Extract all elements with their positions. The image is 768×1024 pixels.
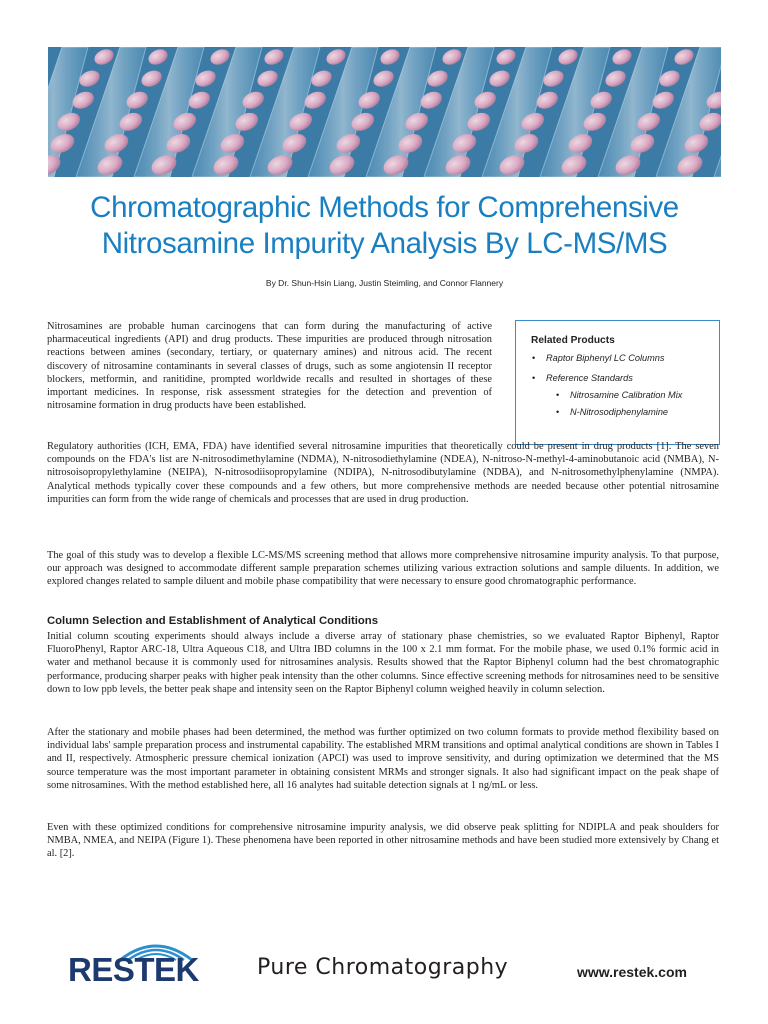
header-banner-image	[48, 47, 721, 177]
pill-tray-illustration	[48, 47, 721, 177]
related-product-sublink[interactable]: • Nitrosamine Calibration Mix	[570, 390, 682, 400]
footer-website-link[interactable]: www.restek.com	[577, 964, 687, 980]
peak-splitting-paragraph: Even with these optimized conditions for comprehensive nitrosamine impurity analysis, we did observe peak splitting for NDIPLA and peak shoulders for NMBA, NMEA, and NEIPA (Figure 1). These phenomena have been reported in other nitrosamine methods and have been studied more extensively by Chang et al. [2].	[47, 822, 719, 860]
related-product-sublink[interactable]: • N-Nitrosodiphenylamine	[570, 407, 668, 417]
related-product-link[interactable]: • Raptor Biphenyl LC Columns	[546, 353, 664, 363]
author-byline: By Dr. Shun-Hsin Liang, Justin Steimling, and Connor Flannery	[265, 278, 504, 288]
column-scouting-paragraph: Initial column scouting experiments should always include a diverse array of stationary phase chemistries, so we evaluated Raptor Biphenyl, Raptor FluoroPhenyl, Raptor ARC-18, Ultra Aqueous C18, and Ultra IBD columns in the 100 x 2.1 mm format. For the mobile phase, we used 0.1% formic acid in water and methanol because it is commonly used for nitrosamines analysis. Results showed that the Raptor Biphenyl column had the best chromatographic performance, producing sharper peaks with higher peak intensity than the other columns. Since effective screening methods for nitrosamines need to be sensitive down to low ppb levels, the better peak shape and intensity seen on the Raptor Biphenyl column weighed heavily in column selection.	[47, 631, 719, 695]
related-products-box	[515, 320, 720, 445]
footer-tagline: Pure Chromatography	[257, 955, 509, 980]
restek-logo	[68, 938, 208, 990]
logo-wordmark: RESTEK	[68, 951, 199, 988]
title-line-2: Nitrosamine Impurity Analysis By LC-MS/MS	[101, 227, 668, 260]
intro-paragraph: Nitrosamines are probable human carcinogens that can form during the manufacturing of active pharmaceutical ingredients (API) and drug products. These impurities are produced through nitrosation reactions between amines (secondary, tertiary, or quaternary amines) and nitrous acid. The recent discovery of nitrosamine contaminants in several classes of drugs, such as some angiotensin II receptor blockers, metformin, and ranitidine, prompted worldwide recalls and resulted in shortages of these important medicines. In response, risk assessment strategies for the detection and prevention of nitrosamine formation in drug products have been established.	[47, 321, 492, 412]
document-title	[48, 190, 721, 262]
title-line-1: Chromatographic Methods for Comprehensive	[90, 191, 679, 224]
related-product-link[interactable]: • Reference Standards	[546, 373, 633, 383]
method-optimization-paragraph: After the stationary and mobile phases had been determined, the method was further optimized on two column formats to provide method flexibility based on individual labs' sample preparation process and instrumental capability. The established MRM transitions and optimal analytical conditions are shown in Tables I and II, respectively. Atmospheric pressure chemical ionization (APCI) was used to improve sensitivity, and during optimization we determined that the MS source temperature was the most important parameter in obtaining consistent MRMs and stronger signals. It also had significant impact on the peak shape of some nitrosamines. With the method established here, all 16 analytes had suitable detection signals at 1 ng/mL or less.	[47, 727, 719, 791]
regulatory-paragraph: Regulatory authorities (ICH, EMA, FDA) have identified several nitrosamine impurities that theoretically could be present in drug products [1]. The seven compounds on the FDA's list are N-nitrosodimethylamine (NDMA), N-nitrosodiethylamine (NDEA), N-nitroso-N-methyl-4-aminobutanoic acid (NMBA), N-nitrosoisopropylethylamine (NEIPA), N-nitrosodiisopropylamine (NDIPA), N-nitrosodibutylamine (NDBA), and N-nitrosomethylphenylamine (NMPA). Analytical methods typically cover these compounds and a few others, but more comprehensive methods are needed because other potential nitrosamine impurities can form from the wide range of chemicals and processes that are used in drug production.	[47, 441, 719, 505]
section-heading: Column Selection and Establishment of Analytical Conditions	[47, 615, 378, 627]
study-goal-paragraph: The goal of this study was to develop a flexible LC-MS/MS screening method that allows more comprehensive nitrosamine impurity analysis. To that purpose, our approach was designed to accommodate different sample preparation schemes utilizing various extraction solutions and sample diluents. In addition, we explored changes related to sample diluent and mobile phase compatibility that were necessary to ensure good chromatographic performance.	[47, 550, 719, 588]
related-products-title: Related Products	[531, 335, 615, 346]
